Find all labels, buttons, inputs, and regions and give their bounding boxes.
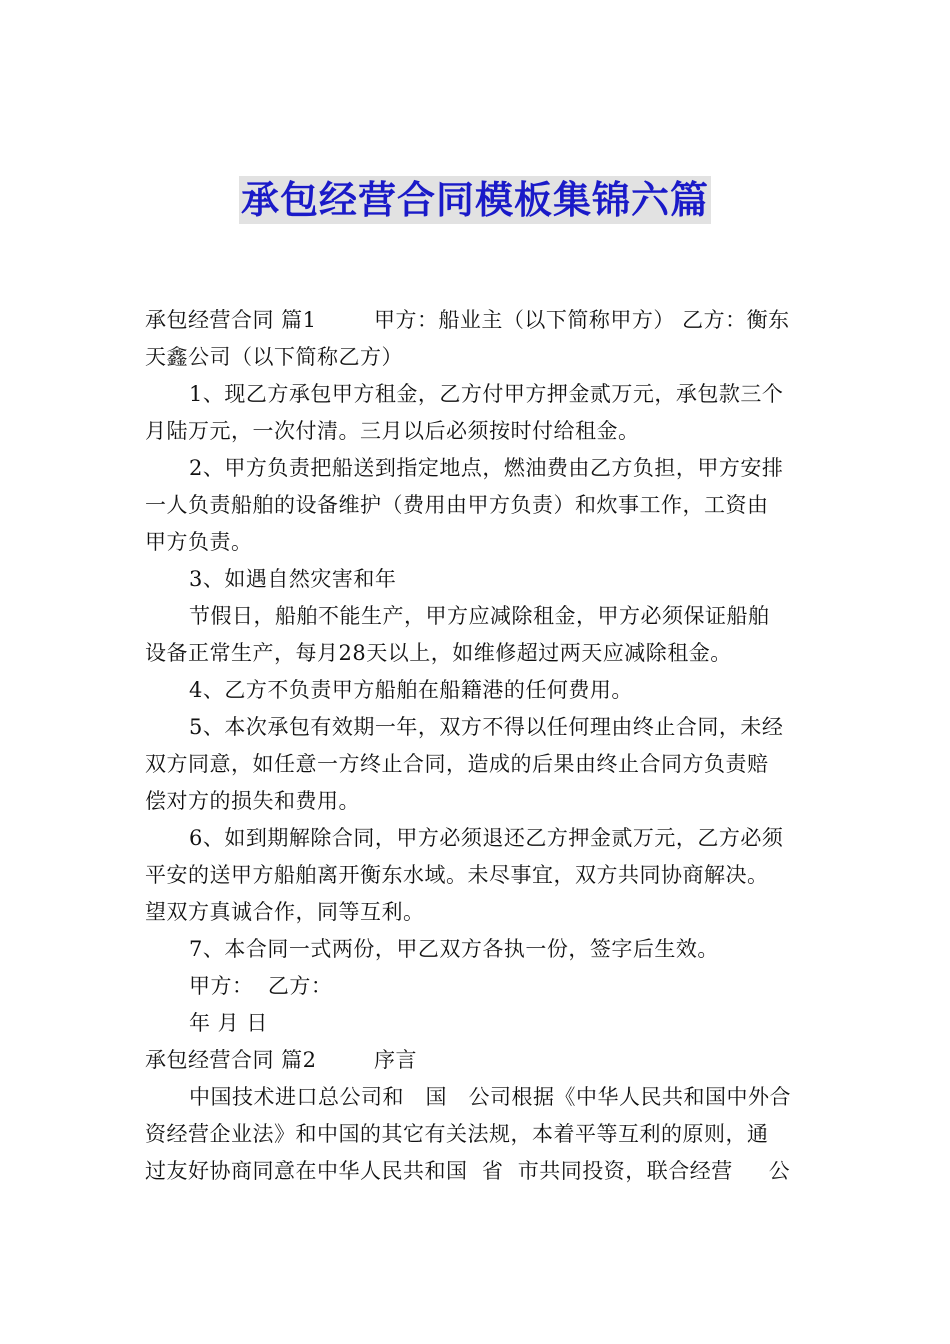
text-line: 年 月 日 bbox=[189, 1011, 268, 1035]
text-line: 承包经营合同 篇2 序言 bbox=[145, 1048, 417, 1072]
text-line: 天鑫公司（以下简称乙方） bbox=[145, 345, 403, 369]
text-line: 6、如到期解除合同，甲方必须退还乙方押金贰万元，乙方必须 bbox=[189, 826, 784, 850]
text-line: 承包经营合同 篇1 甲方：船业主（以下简称甲方） 乙方：衡东 bbox=[145, 308, 790, 332]
text-line: 双方同意，如任意一方终止合同，造成的后果由终止合同方负责赔 bbox=[145, 752, 769, 776]
text-line: 2、甲方负责把船送到指定地点，燃油费由乙方负担，甲方安排 bbox=[189, 456, 784, 480]
title-container bbox=[0, 176, 950, 224]
text-line: 3、如遇自然灾害和年 bbox=[189, 567, 397, 591]
document-body bbox=[145, 302, 807, 1190]
text-line: 偿对方的损失和费用。 bbox=[145, 789, 360, 813]
text-line: 5、本次承包有效期一年，双方不得以任何理由终止合同，未经 bbox=[189, 715, 784, 739]
document-title: 承包经营合同模板集锦六篇 bbox=[240, 178, 709, 222]
text-line: 设备正常生产，每月28天以上，如维修超过两天应减除租金。 bbox=[145, 641, 732, 665]
text-line: 中国技术进口总公司和 国 公司根据《中华人民共和国中外合 bbox=[189, 1085, 792, 1109]
text-line: 甲方： 乙方： bbox=[189, 974, 333, 998]
text-line: 4、乙方不负责甲方船舶在船籍港的任何费用。 bbox=[189, 678, 633, 702]
text-line: 节假日，船舶不能生产，甲方应减除租金，甲方必须保证船舶 bbox=[189, 604, 770, 628]
text-line: 资经营企业法》和中国的其它有关法规，本着平等互利的原则，通 bbox=[145, 1122, 769, 1146]
text-line: 甲方负责。 bbox=[145, 530, 253, 554]
text-line: 望双方真诚合作，同等互利。 bbox=[145, 900, 425, 924]
text-line: 月陆万元，一次付清。三月以后必须按时付给租金。 bbox=[145, 419, 640, 443]
text-line: 过友好协商同意在中华人民共和国 省 市共同投资，联合经营 公 bbox=[145, 1159, 791, 1183]
text-line: 一人负责船舶的设备维护（费用由甲方负责）和炊事工作，工资由 bbox=[145, 493, 769, 517]
text-line: 1、现乙方承包甲方租金，乙方付甲方押金贰万元，承包款三个 bbox=[189, 382, 784, 406]
text-line: 平安的送甲方船舶离开衡东水域。未尽事宜，双方共同协商解决。 bbox=[145, 863, 769, 887]
text-line: 7、本合同一式两份，甲乙双方各执一份，签字后生效。 bbox=[189, 937, 719, 961]
